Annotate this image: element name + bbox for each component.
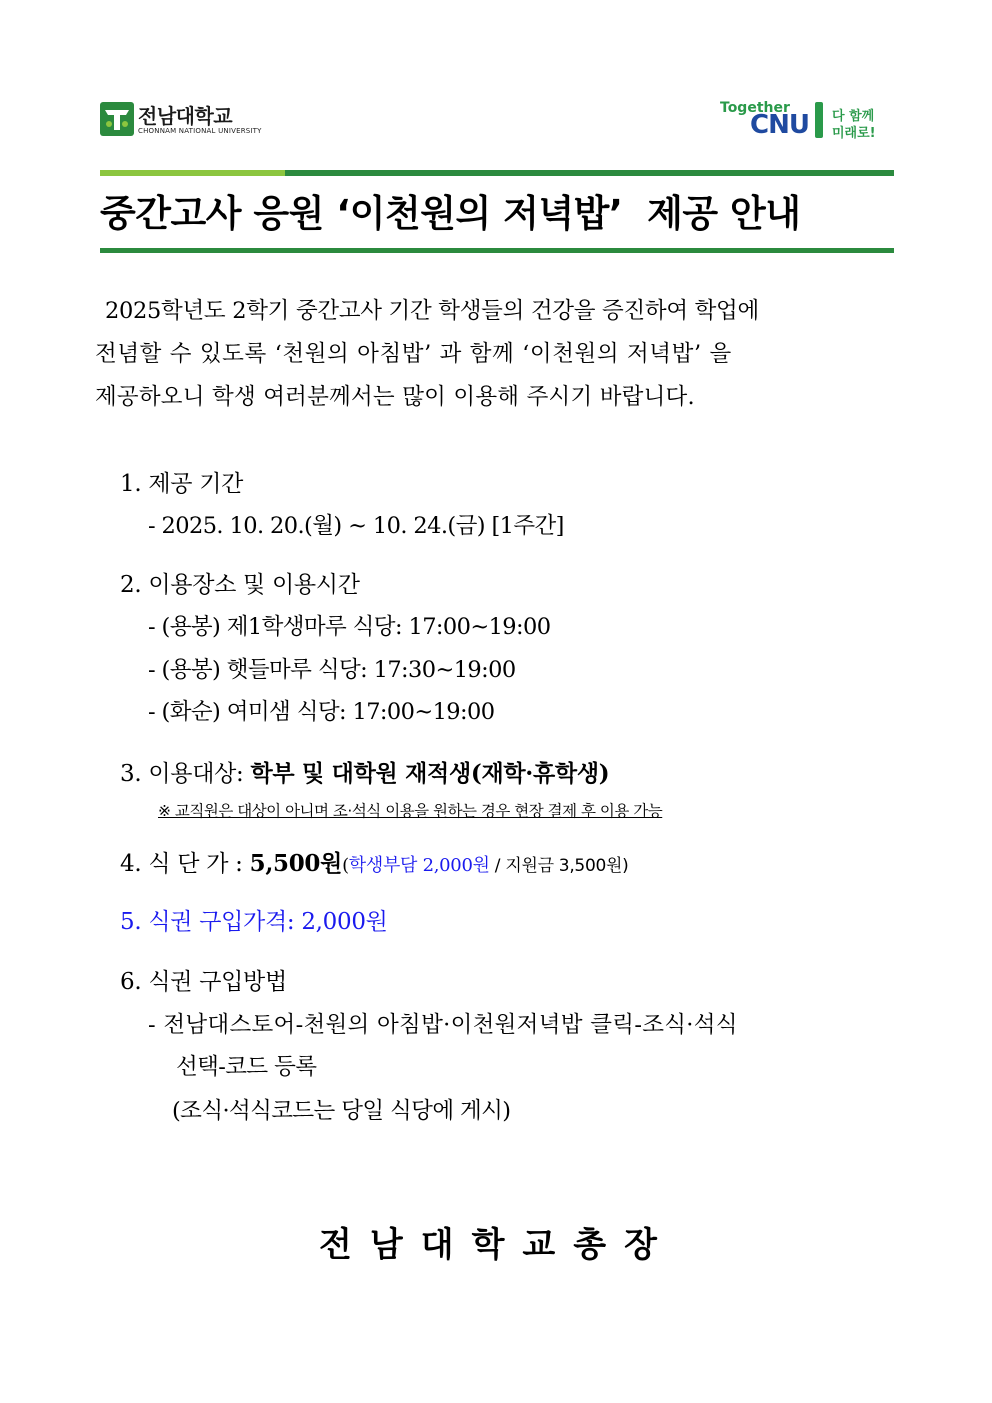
page-title: 중간고사 응원 ‘이천원의 저녁밥’ 제공 안내: [100, 192, 801, 235]
title-top-rule-accent: [100, 170, 285, 176]
section-3-value: 학부 및 대학원 재적생(재학·휴학생): [250, 760, 610, 787]
intro-line-2: 전념할 수 있도록 ‘천원의 아침밥’ 과 함께 ‘이천원의 저녁밥’ 을: [95, 341, 732, 367]
section-4-paren: (: [342, 855, 349, 876]
cnu-logo: [100, 100, 275, 142]
section-5-ticket-price: 5. 식권 구입가격: 2,000원: [120, 909, 388, 935]
section-3-label: 3. 이용대상:: [120, 761, 251, 787]
section-2-heading: 2. 이용장소 및 이용시간: [120, 572, 360, 598]
logo-one-mark-icon: [815, 102, 823, 138]
logo-together-text: Together: [720, 100, 790, 116]
section-2-location-3: - (화순) 여미샘 식당: 17:00~19:00: [148, 699, 495, 725]
section-6-heading: 6. 식권 구입방법: [120, 969, 287, 995]
president-signature: 전남대학교총장: [319, 1225, 675, 1265]
section-2-location-1: - (용봉) 제1학생마루 식당: 17:00~19:00: [148, 614, 551, 640]
section-4-meal-price: 5,500원: [249, 850, 343, 877]
together-cnu-logo: [720, 100, 895, 142]
section-4-student-share: 학생부담 2,000원: [348, 855, 490, 876]
section-3-note: ※ 교직원은 대상이 아니며 조·석식 이용을 원하는 경우 현장 결제 후 이용 가능: [158, 802, 663, 820]
logo-korean-text: 전남대학교: [138, 104, 233, 128]
intro-line-1: 2025학년도 2학기 중간고사 기간 학생들의 건강을 증진하여 학업에: [105, 298, 759, 324]
section-1-period: - 2025. 10. 20.(월) ~ 10. 24.(금) [1주간]: [148, 513, 564, 539]
intro-line-3: 제공하오니 학생 여러분께서는 많이 이용해 주시기 바랍니다.: [95, 384, 695, 410]
section-4-price: [120, 845, 628, 878]
section-6-line-3: (조식·석식코드는 당일 식당에 게시): [172, 1098, 511, 1124]
section-6-line-2: 선택-코드 등록: [176, 1054, 317, 1080]
intro-paragraph: [95, 290, 895, 419]
logo-slogan-line2: 미래로!: [832, 126, 876, 141]
cnu-emblem-icon: [100, 102, 134, 136]
section-4-label: 4. 식 단 가 :: [120, 851, 250, 877]
section-2-location-2: - (용봉) 햇들마루 식당: 17:30~19:00: [148, 657, 516, 683]
logo-slogan-line1: 다 함께: [832, 109, 875, 124]
logo-english-text: CHONNAM NATIONAL UNIVERSITY: [138, 127, 262, 135]
logo-cnu-text: CNU: [750, 110, 809, 140]
title-bottom-rule: [100, 248, 894, 253]
section-6-line-1: - 전남대스토어-천원의 아침밥·이천원저녁밥 클릭-조식·석식: [148, 1012, 738, 1038]
section-3-target: [120, 755, 609, 788]
section-4-support: / 지원금 3,500원): [489, 856, 629, 876]
section-1-heading: 1. 제공 기간: [120, 471, 244, 497]
